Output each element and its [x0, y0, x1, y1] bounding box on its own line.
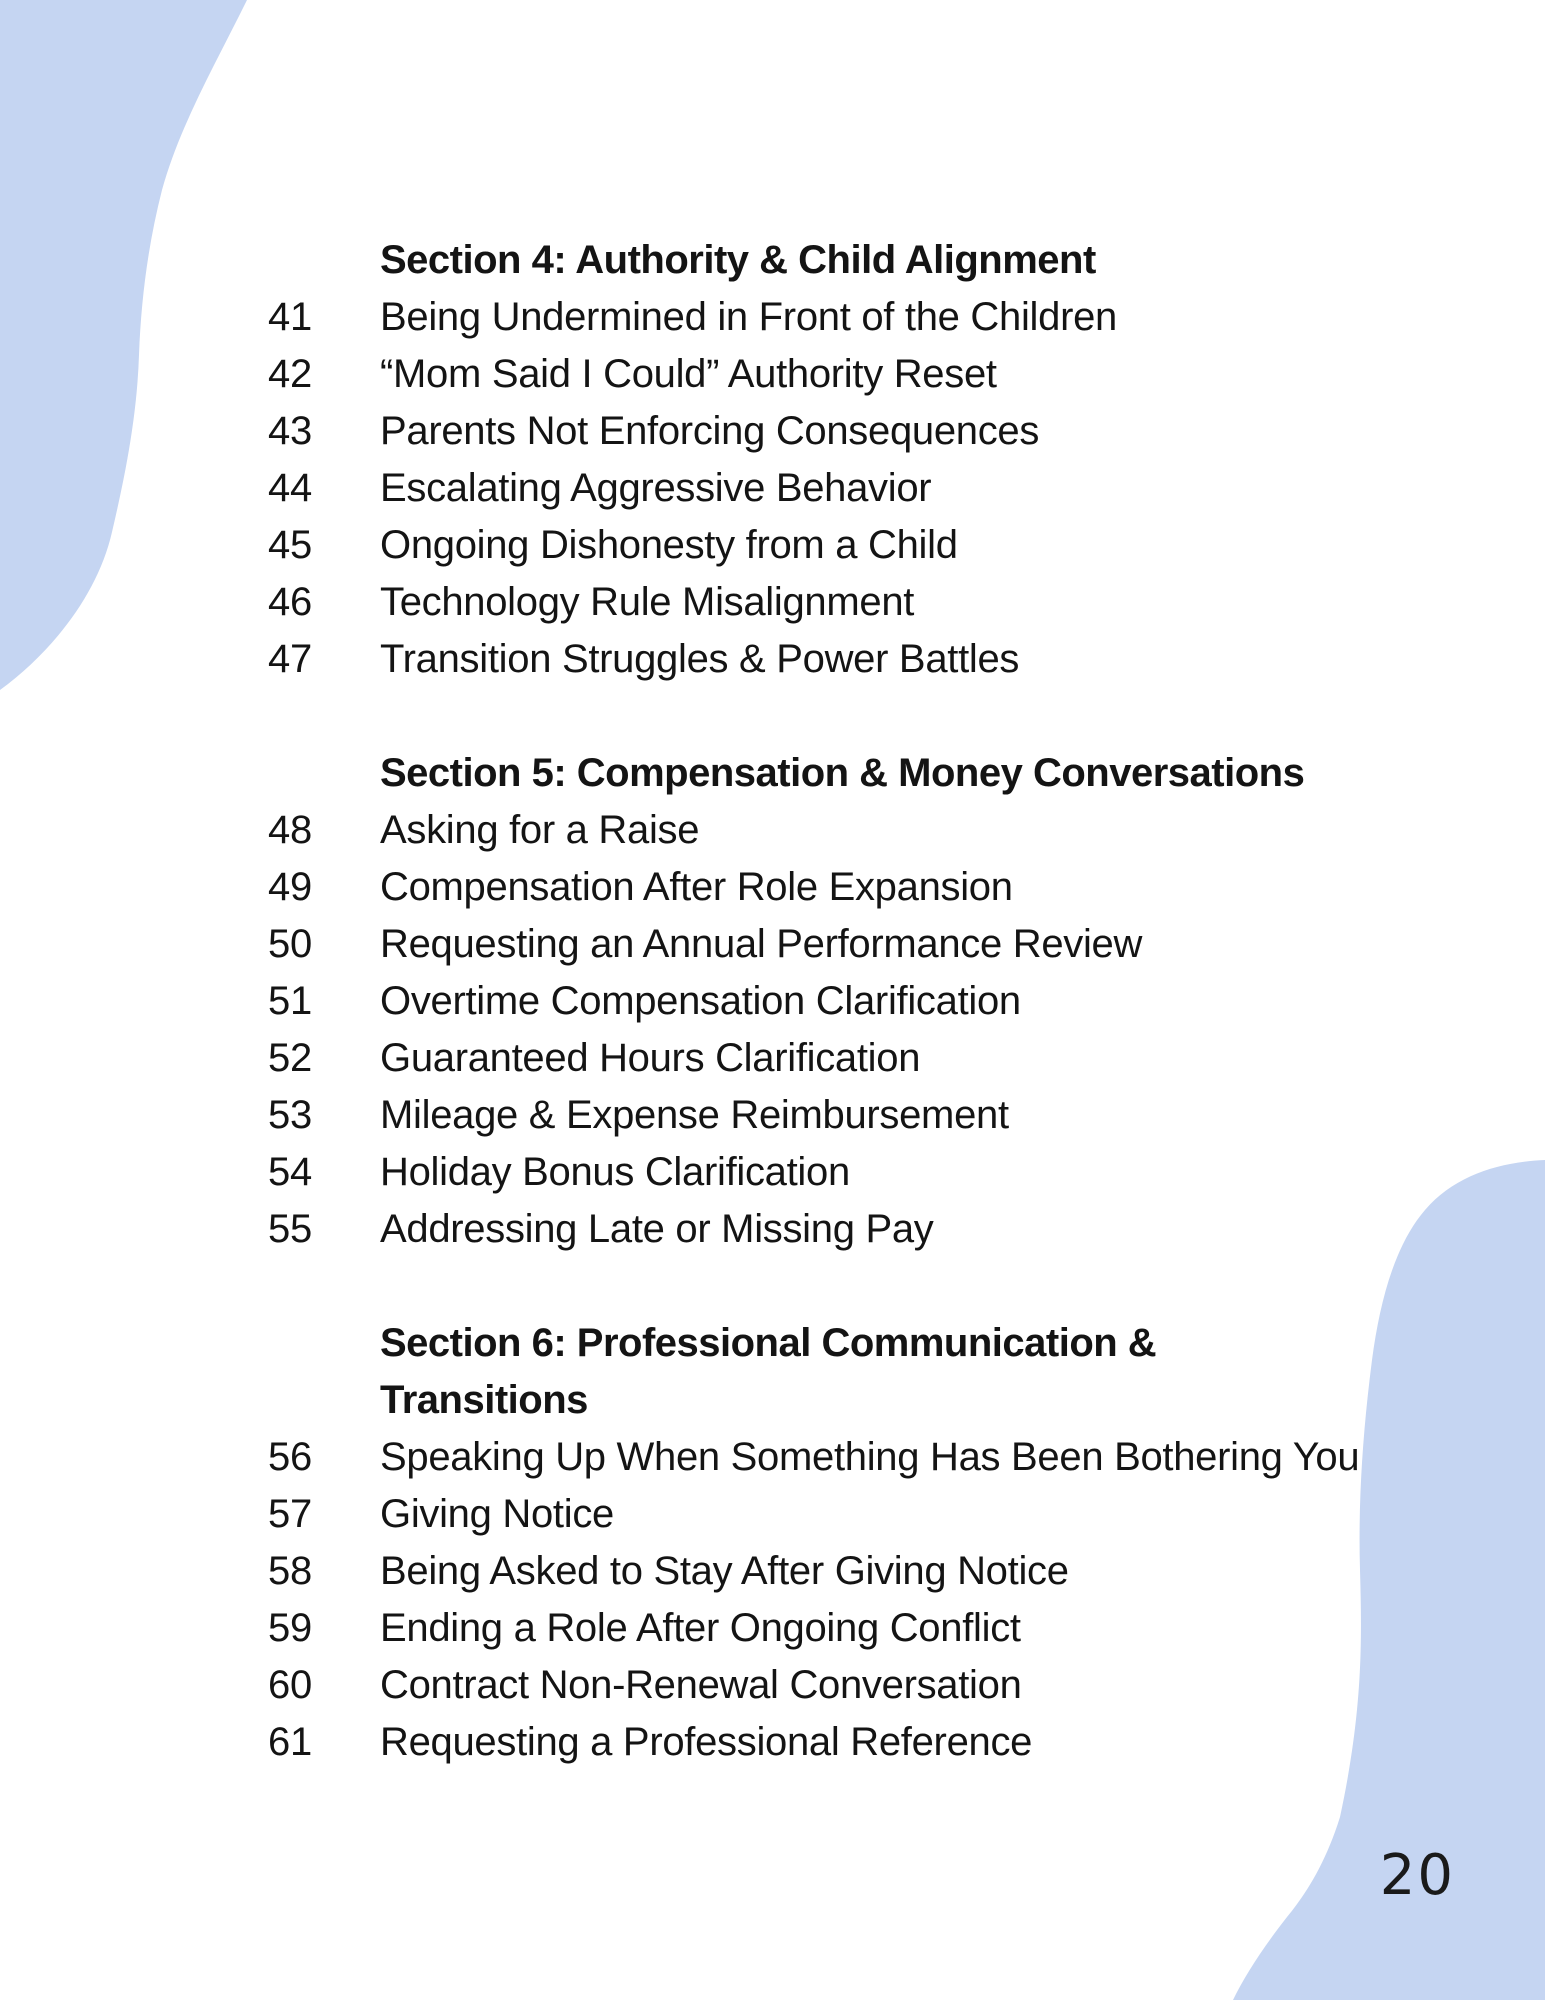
toc-entry [0, 460, 1545, 517]
toc-entry-title: Speaking Up When Something Has Been Bothering You [380, 1435, 1360, 1479]
toc-entry-page-number: 55 [268, 1207, 312, 1251]
toc-section [0, 1315, 1545, 1771]
toc-entry [0, 1657, 1545, 1714]
toc-entry [0, 973, 1545, 1030]
toc-entry-title: Mileage & Expense Reimbursement [380, 1093, 1009, 1137]
section-title-line: Section 6: Professional Communication & [380, 1321, 1157, 1365]
toc-entry-title: Holiday Bonus Clarification [380, 1150, 850, 1194]
toc-entry-page-number: 48 [268, 808, 312, 852]
toc-entry-page-number: 50 [268, 922, 312, 966]
section-title [0, 232, 1545, 289]
toc-entry [0, 574, 1545, 631]
section-title-line: Transitions [380, 1378, 588, 1422]
toc-entry-page-number: 51 [268, 979, 312, 1023]
toc-entry-title: Ending a Role After Ongoing Conflict [380, 1606, 1021, 1650]
toc-entry-title: Guaranteed Hours Clarification [380, 1036, 921, 1080]
toc-entry-page-number: 42 [268, 352, 312, 396]
toc-entry-title: Asking for a Raise [380, 808, 700, 852]
toc-entry-page-number: 56 [268, 1435, 312, 1479]
toc-entry [0, 916, 1545, 973]
toc-entry-page-number: 44 [268, 466, 312, 510]
toc-entry-title: Escalating Aggressive Behavior [380, 466, 932, 510]
toc-entry [0, 802, 1545, 859]
toc-entry-title: Addressing Late or Missing Pay [380, 1207, 934, 1251]
toc-entry-page-number: 46 [268, 580, 312, 624]
toc-entry [0, 1030, 1545, 1087]
page-number: 20 [1379, 1843, 1455, 1908]
toc-entry [0, 1543, 1545, 1600]
section-title-line: Section 4: Authority & Child Alignment [380, 238, 1096, 282]
toc-entry-title: Compensation After Role Expansion [380, 865, 1013, 909]
toc-entry-title: Contract Non-Renewal Conversation [380, 1663, 1022, 1707]
toc-entry [0, 1201, 1545, 1258]
toc-entry [0, 1486, 1545, 1543]
toc-entry [0, 1714, 1545, 1771]
toc-entry [0, 289, 1545, 346]
toc-entry-title: “Mom Said I Could” Authority Reset [380, 352, 997, 396]
toc-entry-page-number: 52 [268, 1036, 312, 1080]
section-title-line: Section 5: Compensation & Money Conversations [380, 751, 1305, 795]
toc-section [0, 745, 1545, 1258]
toc-entry [0, 631, 1545, 688]
toc-entry-title: Transition Struggles & Power Battles [380, 637, 1020, 681]
toc-entry-page-number: 54 [268, 1150, 312, 1194]
toc-entry [0, 403, 1545, 460]
toc-entry [0, 859, 1545, 916]
toc-entry-page-number: 57 [268, 1492, 312, 1536]
toc-entry-title: Being Undermined in Front of the Children [380, 295, 1117, 339]
toc-entry-title: Requesting an Annual Performance Review [380, 922, 1143, 966]
section-title [0, 1315, 1545, 1429]
toc-entry-page-number: 47 [268, 637, 312, 681]
toc-entry [0, 1429, 1545, 1486]
toc-entry-page-number: 58 [268, 1549, 312, 1593]
toc-entry [0, 517, 1545, 574]
toc-entry-page-number: 59 [268, 1606, 312, 1650]
toc-entry [0, 1087, 1545, 1144]
toc-entry-title: Requesting a Professional Reference [380, 1720, 1033, 1764]
toc-entry-title: Overtime Compensation Clarification [380, 979, 1021, 1023]
toc-entry-page-number: 41 [268, 295, 312, 339]
toc-entry-page-number: 61 [268, 1720, 312, 1764]
section-title [0, 745, 1545, 802]
toc-entry-page-number: 49 [268, 865, 312, 909]
table-of-contents [0, 232, 1545, 1771]
toc-entry-page-number: 45 [268, 523, 312, 567]
toc-entry-page-number: 60 [268, 1663, 312, 1707]
toc-entry-title: Parents Not Enforcing Consequences [380, 409, 1040, 453]
toc-entry-title: Technology Rule Misalignment [380, 580, 915, 624]
toc-entry-title: Giving Notice [380, 1492, 614, 1536]
toc-section [0, 232, 1545, 688]
toc-entry-page-number: 53 [268, 1093, 312, 1137]
toc-entry-page-number: 43 [268, 409, 312, 453]
toc-entry [0, 346, 1545, 403]
toc-entry-title: Being Asked to Stay After Giving Notice [380, 1549, 1069, 1593]
toc-entry [0, 1600, 1545, 1657]
toc-entry-title: Ongoing Dishonesty from a Child [380, 523, 958, 567]
toc-entry [0, 1144, 1545, 1201]
